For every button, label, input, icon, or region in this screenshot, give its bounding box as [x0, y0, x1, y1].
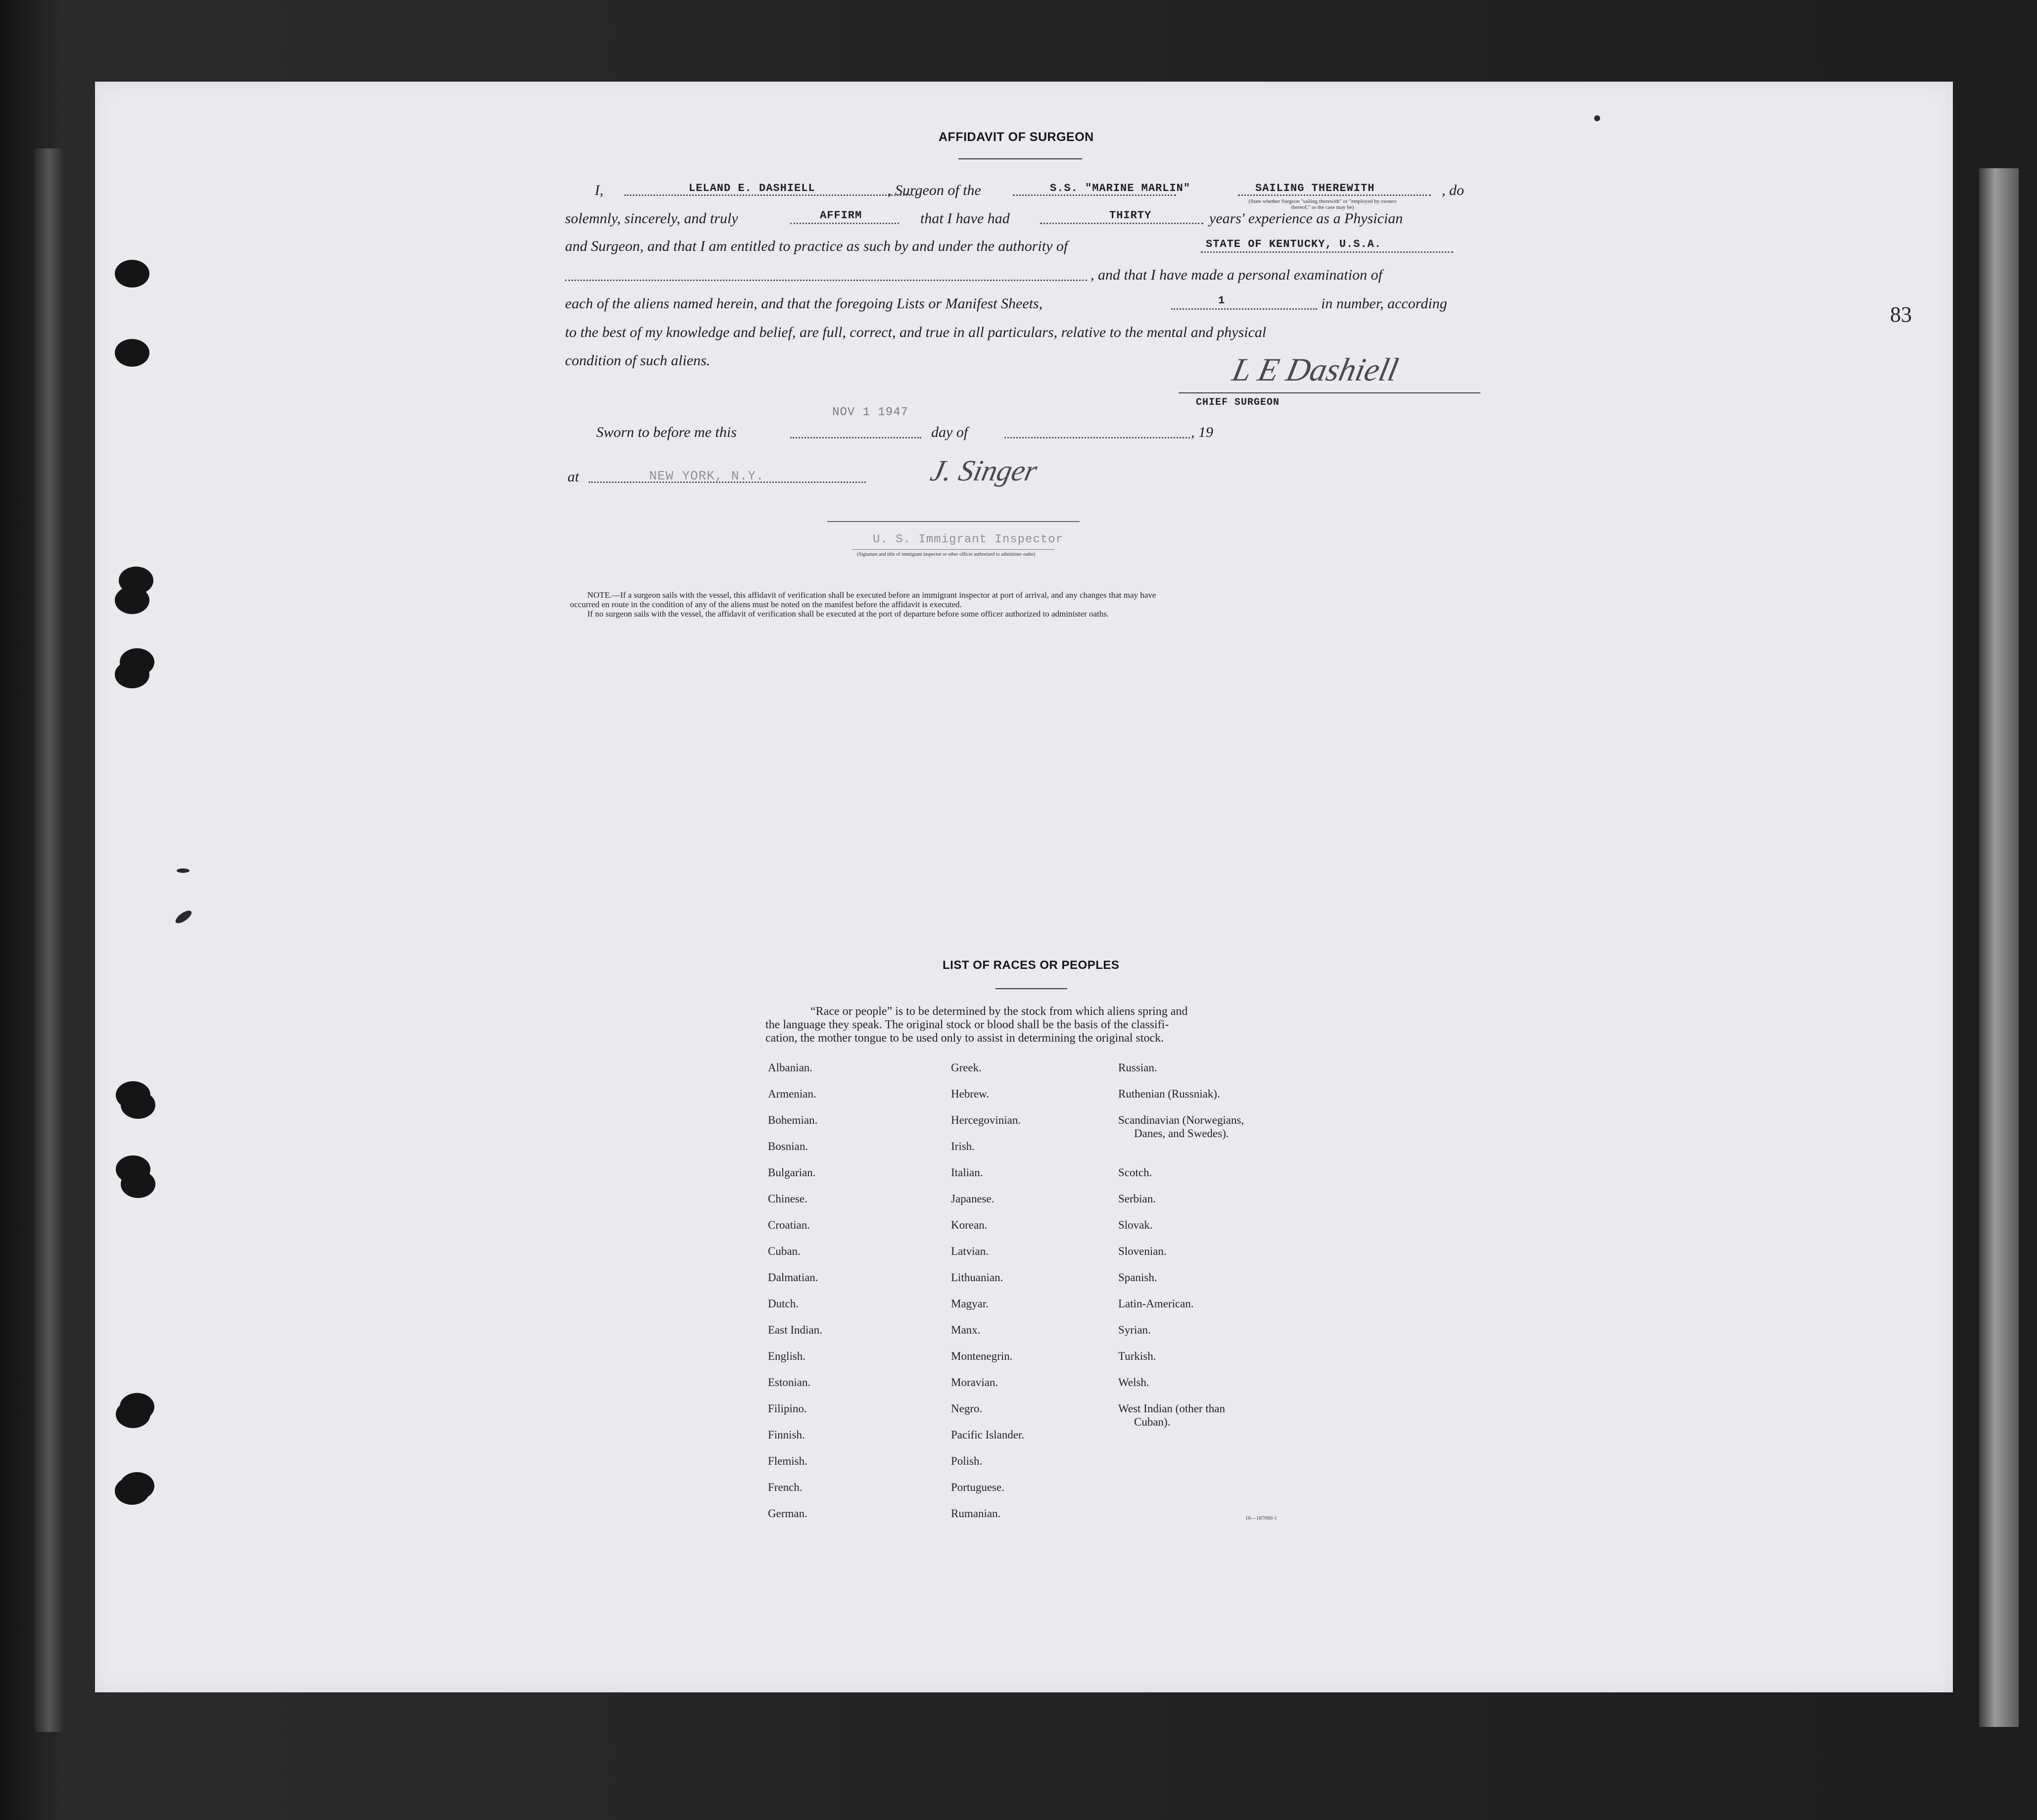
inspector-line — [827, 521, 1080, 522]
fill-line — [1040, 223, 1203, 224]
fill-line — [1201, 251, 1453, 253]
race-item: Dalmatian. — [768, 1271, 818, 1284]
manifest-sheet-count: 1 — [1218, 294, 1226, 307]
fill-line — [565, 280, 1087, 281]
race-item: Chinese. — [768, 1193, 807, 1205]
punch-hole — [115, 661, 149, 688]
race-item: Danes, and Swedes). — [1134, 1127, 1229, 1140]
races-intro-3: cation, the mother tongue to be used only to assist in determining the original stock. — [765, 1032, 1164, 1045]
affidavit-line5-end: in number, according — [1321, 295, 1447, 312]
races-title: LIST OF RACES OR PEOPLES — [943, 958, 1120, 972]
form-code: 16—187060-1 — [1245, 1515, 1278, 1521]
surgeon-name: LELAND E. DASHIELL — [689, 182, 815, 194]
sworn-year: , 19 — [1191, 424, 1213, 440]
races-intro-2: the language they speak. The original stock or blood shall be the basis of the classifi- — [765, 1018, 1169, 1031]
race-item: Russian. — [1118, 1061, 1157, 1074]
ink-smudge — [174, 909, 193, 926]
race-item: Estonian. — [768, 1376, 811, 1389]
race-item: Pacific Islander. — [951, 1429, 1025, 1441]
race-item: Irish. — [951, 1140, 975, 1152]
race-item: English. — [768, 1350, 806, 1362]
fill-line — [1238, 194, 1431, 196]
sailing-note: (State whether Surgeon "sailing therewith" or "employed by owners thereof," as the case may be) — [1248, 198, 1397, 210]
punch-hole — [121, 1091, 155, 1119]
inspector-caption: (Signature and title of immigrant inspector or other officer authorized to administer oaths) — [857, 552, 1036, 557]
race-item: Slovak. — [1118, 1219, 1153, 1231]
title-rule — [958, 158, 1082, 159]
surgeon-signature: L E Dashiell — [1229, 352, 1402, 388]
document-page — [95, 82, 1953, 1692]
punch-hole — [115, 1477, 149, 1505]
race-item: Finnish. — [768, 1429, 805, 1441]
race-item: French. — [768, 1481, 803, 1493]
affidavit-line2-lead: solemnly, sincerely, and truly — [565, 210, 738, 227]
affidavit-line1-lead: I, — [595, 182, 604, 198]
race-item: Bohemian. — [768, 1114, 818, 1126]
race-item: Italian. — [951, 1166, 983, 1179]
race-item: East Indian. — [768, 1324, 822, 1336]
affirm-word: AFFIRM — [820, 209, 862, 222]
race-item: Rumanian. — [951, 1507, 1001, 1520]
inspector-signature: J. Singer — [928, 454, 1041, 487]
sworn-day-of: day of — [931, 424, 968, 440]
race-item: West Indian (other than — [1118, 1402, 1225, 1415]
inspector-title: U. S. Immigrant Inspector — [873, 533, 1064, 546]
race-item: Filipino. — [768, 1402, 807, 1415]
at-lead: at — [568, 469, 579, 485]
punch-hole — [115, 260, 149, 287]
races-intro-1: “Race or people” is to be determined by the stock from which aliens spring and — [810, 1005, 1188, 1018]
binder-edge-left — [35, 148, 64, 1732]
race-item: Moravian. — [951, 1376, 998, 1389]
race-item: Greek. — [951, 1061, 982, 1074]
race-item: Latin-American. — [1118, 1297, 1194, 1310]
inspector-caption-line — [852, 549, 1055, 550]
race-item: Flemish. — [768, 1455, 807, 1467]
races-title-rule — [995, 988, 1067, 989]
race-item: Cuban. — [768, 1245, 801, 1257]
race-item: Portuguese. — [951, 1481, 1004, 1493]
affidavit-line4: , and that I have made a personal examination of — [1090, 267, 1382, 283]
sworn-lead: Sworn to before me this — [596, 424, 737, 440]
fill-line — [624, 194, 916, 196]
affidavit-line2-mid: that I have had — [920, 210, 1010, 227]
punch-hole — [115, 339, 149, 367]
race-item: Bosnian. — [768, 1140, 808, 1152]
race-item: Hebrew. — [951, 1088, 990, 1100]
vessel-name: S.S. "MARINE MARLIN" — [1050, 182, 1191, 194]
race-item: Hercegovinian. — [951, 1114, 1021, 1126]
race-item: Syrian. — [1118, 1324, 1151, 1336]
race-item: German. — [768, 1507, 807, 1520]
affidavit-note-1: NOTE.—If a surgeon sails with the vessel, this affidavit of verification shall be executed before an immigrant inspector at port of arrival, and any changes that may have — [587, 590, 1156, 600]
race-item: Serbian. — [1118, 1193, 1156, 1205]
affidavit-title: AFFIDAVIT OF SURGEON — [939, 130, 1094, 144]
race-item: Croatian. — [768, 1219, 810, 1231]
fill-line — [1171, 308, 1317, 310]
ink-smudge — [1594, 115, 1600, 121]
affidavit-line3-lead: and Surgeon, and that I am entitled to practice as such by and under the authority of — [565, 238, 1068, 254]
race-item: Scandinavian (Norwegians, — [1118, 1114, 1244, 1126]
affidavit-line1-end: , do — [1442, 182, 1464, 198]
race-item: Latvian. — [951, 1245, 989, 1257]
race-item: Ruthenian (Russniak). — [1118, 1088, 1220, 1100]
binder-edge-right — [1979, 168, 2019, 1727]
affidavit-note-2: occurred en route in the condition of any of the aliens must be noted on the manifest before the affidavit is executed. — [570, 600, 962, 609]
race-item: Scotch. — [1118, 1166, 1152, 1179]
signature-title: CHIEF SURGEON — [1196, 397, 1280, 408]
page-number: 83 — [1890, 302, 1912, 327]
race-item: Slovenian. — [1118, 1245, 1167, 1257]
sailing-status: SAILING THEREWITH — [1255, 182, 1375, 194]
race-item: Welsh. — [1118, 1376, 1149, 1389]
practice-authority: STATE OF KENTUCKY, U.S.A. — [1206, 238, 1382, 250]
affidavit-line5-lead: each of the aliens named herein, and that the foregoing Lists or Manifest Sheets, — [565, 295, 1043, 312]
race-item: Japanese. — [951, 1193, 995, 1205]
affidavit-note-3: If no surgeon sails with the vessel, the affidavit of verification shall be executed at the port of departure before some officer authorized to administer oaths. — [587, 609, 1109, 619]
race-item: Polish. — [951, 1455, 983, 1467]
fill-line — [790, 223, 899, 224]
race-item: Turkish. — [1118, 1350, 1156, 1362]
punch-hole — [116, 1400, 150, 1428]
race-item: Lithuanian. — [951, 1271, 1003, 1284]
race-item: Montenegrin. — [951, 1350, 1013, 1362]
punch-hole — [115, 586, 149, 614]
race-item: Albanian. — [768, 1061, 813, 1074]
race-item: Spanish. — [1118, 1271, 1157, 1284]
fill-line — [1013, 194, 1176, 196]
race-item: Negro. — [951, 1402, 983, 1415]
race-item: Bulgarian. — [768, 1166, 816, 1179]
race-item: Manx. — [951, 1324, 981, 1336]
affidavit-line7: condition of such aliens. — [565, 352, 711, 369]
race-item: Magyar. — [951, 1297, 989, 1310]
race-item: Armenian. — [768, 1088, 816, 1100]
years-experience: THIRTY — [1109, 209, 1152, 222]
ink-smudge — [177, 868, 189, 873]
race-item: Korean. — [951, 1219, 988, 1231]
date-stamp: NOV 1 1947 — [832, 406, 909, 419]
punch-hole — [121, 1170, 155, 1198]
signature-line — [1179, 392, 1480, 393]
fill-line — [790, 437, 921, 438]
race-item: Dutch. — [768, 1297, 799, 1310]
affidavit-line6: to the best of my knowledge and belief, are full, correct, and true in all particulars, relative to the mental and physical — [565, 324, 1267, 340]
fill-line — [1004, 437, 1190, 438]
affidavit-line2-end: years' experience as a Physician — [1209, 210, 1403, 227]
affidavit-line1-mid: , Surgeon of the — [888, 182, 981, 198]
race-item: Cuban). — [1134, 1416, 1171, 1428]
sworn-place: NEW YORK, N.Y. — [649, 469, 764, 483]
